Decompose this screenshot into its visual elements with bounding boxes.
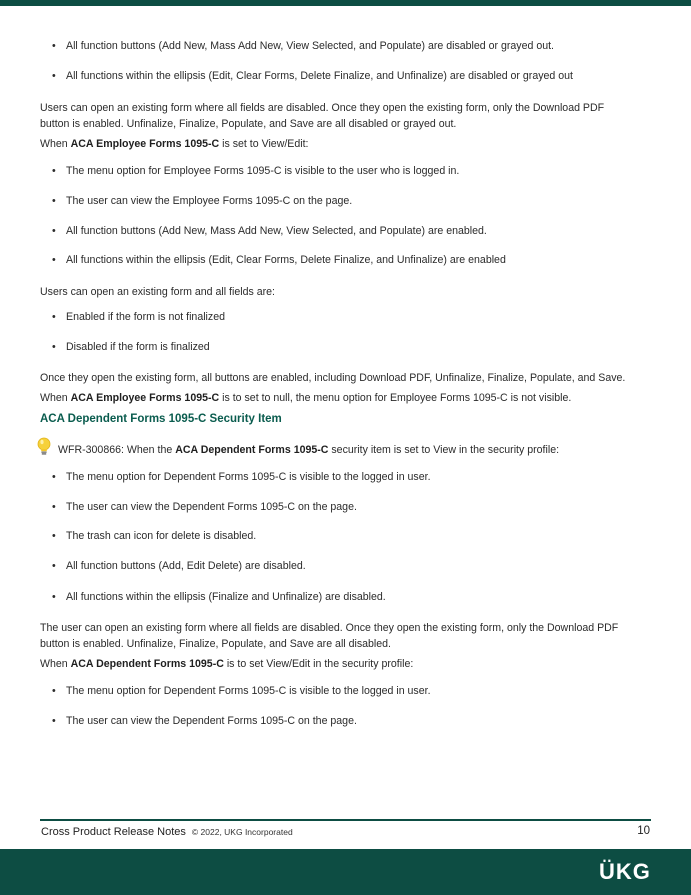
top-brand-bar: [0, 0, 691, 6]
paragraph: Users can open an existing form where all fields are disabled. Once they open the existing form, only the Download PDF: [40, 102, 605, 114]
footer-copyright: © 2022, UKG Incorporated: [191, 827, 293, 837]
lightbulb-icon: [36, 437, 52, 457]
paragraph: The user can open an existing form where all fields are disabled. Once they open the existing form, only the Download PDF: [40, 622, 619, 634]
paragraph: Once they open the existing form, all buttons are enabled, including Download PDF, Unfinalize, Finalize, Populate, and Save.: [40, 372, 626, 384]
section-heading: ACA Dependent Forms 1095-C Security Item: [40, 413, 282, 425]
paragraph: When ACA Employee Forms 1095-C is to set to null, the menu option for Employee Forms 1095-C is not visible.: [40, 392, 572, 404]
paragraph: Users can open an existing form and all fields are:: [40, 286, 275, 298]
bottom-brand-bar: [0, 849, 691, 895]
footer-title: Cross Product Release Notes © 2022, UKG Incorporated: [41, 826, 293, 838]
tip-note: WFR-300866: When the ACA Dependent Forms 1095-C security item is set to View in the security profile:: [58, 444, 560, 456]
paragraph: button is enabled. Unfinalize, Finalize, Populate, and Save are all disabled or grayed out.: [40, 118, 457, 130]
paragraph: button is enabled. Unfinalize, Finalize, Populate, and Save are all disabled.: [40, 638, 391, 650]
paragraph: When ACA Employee Forms 1095-C is set to View/Edit:: [40, 138, 309, 150]
ukg-logo: ÜKG: [599, 859, 651, 884]
footer-divider: [40, 819, 651, 821]
page-number: 10: [637, 825, 650, 837]
paragraph: When ACA Dependent Forms 1095-C is to set View/Edit in the security profile:: [40, 658, 414, 670]
